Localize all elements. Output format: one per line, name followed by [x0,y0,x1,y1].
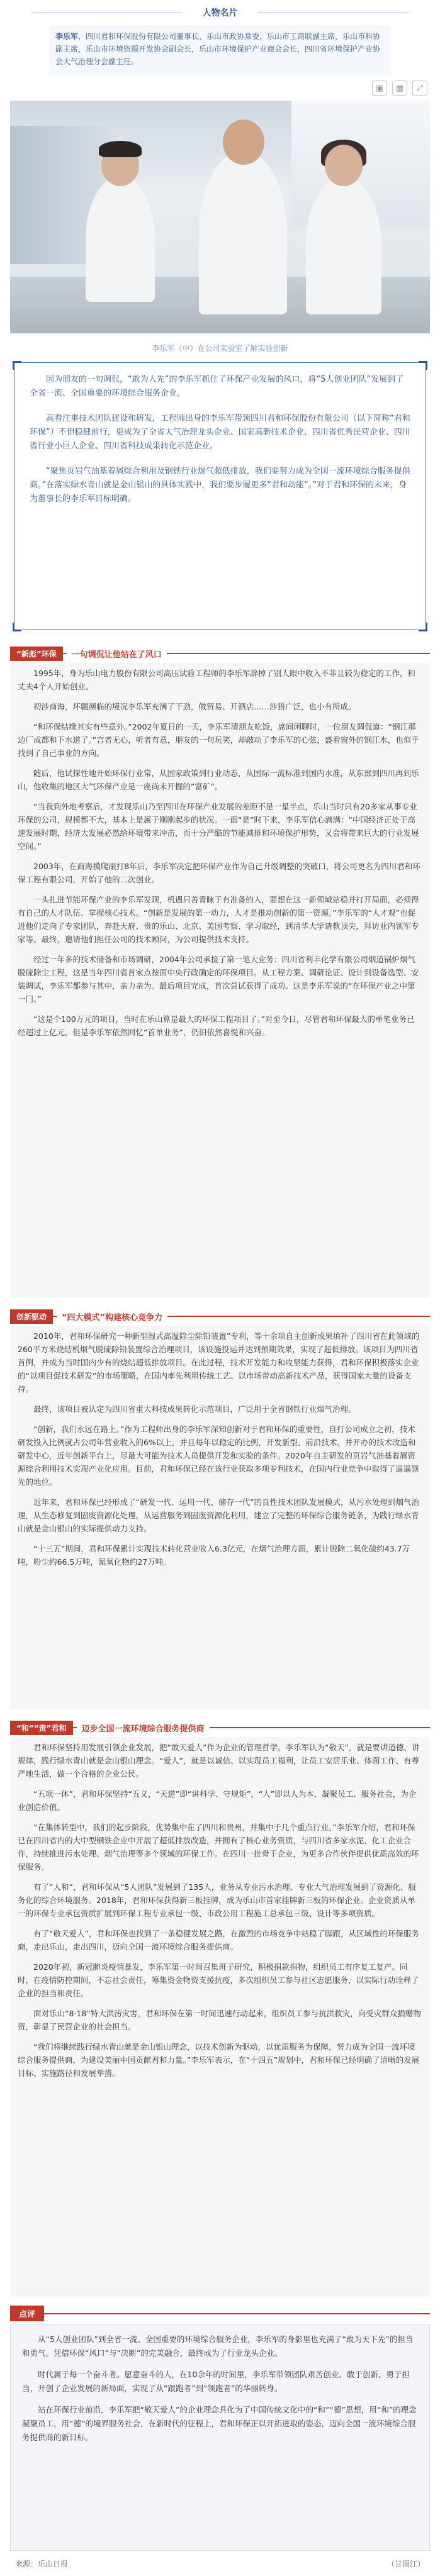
comment-paragraph: 时代属于每一个奋斗者。愿意奋斗的人，在10余年的时间里，李乐军带领团队艰苦创业、敢于创新、勇于担当，开创了企业发展的新局面，实现了从“跟跑者”到“领跑者”的华丽转身。 [22,2370,410,2393]
intro-text [14,363,426,528]
body-paragraph: 近年来，君和环保已经形成了“研发一代、运用一代、储存一代”的良性技术团队发展模式，从污水处理到烟气治理，从生态修复到固废资源化处理，从运营服务到固废资源化利用，建立了完整的环保综合服务链条，为践行绿水青山就是金山银山的实际提供动力支持。 [18,1497,419,1533]
profile-card [49,25,391,75]
lab-photo[interactable] [10,101,430,333]
body-paragraph: 1995年，身为乐山电力股份有限公司高压试验工程师的李乐军辞掉了别人眼中收入不菲且较为稳定的工作，和丈夫4个人开始创业。 [18,669,415,691]
section-3-header [0,1718,440,1737]
frame-corner [13,361,21,370]
photo-person-center [199,151,287,314]
intro-box [14,362,426,630]
section-1-subtitle: 一句调侃让他站在了风口 [67,648,167,660]
section-1-body [10,663,430,1298]
photo-person-right [306,176,381,314]
body-paragraph: 经过一年多的技术储备和市场调研，2004年公司承接了第一笔大业务：四川省利丰化学有限公司烟道锅炉烟气脱硫除尘工程，这是当年四川省首家点按面中央行政确定的环保项目。从工程方案、调研论证、设计到设备选型、安装调试，李乐军都参与其中，亲力亲为。最后项目完成，首次尝试获得了成功。这是李乐军说的“在环保产业之中第一门。” [18,955,419,1004]
section-rule [10,2313,430,2314]
body-paragraph: 最终，该项目被认定为四川省重大科技成果转化示范项目，广泛用于全省钢铁行业烟气治理。 [33,1404,356,1414]
photo-caption: 李乐军（中）在公司实验室了解实验创新 [152,343,288,353]
frame-corner [419,623,427,631]
frame-corner [13,623,21,631]
section-3-tag: “和”“责”君和 [10,1721,73,1735]
profile-heading [0,0,440,25]
photo-head-center [223,119,264,165]
body-paragraph: “十三五”期间，君和环保累计实现技术转化营业收入6.3亿元，在烟气治理方面，累计脱除二氧化硫约43.7万吨，粉尘约66.5万吨，氮氧化物约27万吨。 [18,1544,410,1567]
section-2-header [0,1307,440,1326]
section-1-tag: “新彪”环保 [10,647,63,661]
photo-toolbar [0,75,440,101]
body-paragraph: “创新，我们永远在路上。”作为工程师出身的李乐军深知创新对于君和环保的重要性，自打公司成立之初，技术研发投入比例就占公司年营业收入的6%以上，并且每年以稳定的比例，开发新型、前沿技术。并开办的技术改造和研发中心，近年创新平台上，尽最大可能为技术人员提供开发和实验的条件。2020年自主研发的页岩气油基着屑资源综合利用技术实现产业化应用。目前，君和环保已经在该行业获取多项专利技术，在国内行业竞争中取得了遥遥领先的地位。 [18,1424,419,1487]
body-paragraph: 2010年，君和环保研究一种新型湿式高温除尘除铅装置”专利，等十余项自主创新成果填补了四川省在此领域的260平方米烧结机烟气脱硫除铅装置综合治理项目，该设施投运并达到预期效果，实现了超低排放。该项目为四川省首例，并成为当时国内少有的烧结超低排放项目。在此过程，技术开发能力和攻坚能力获得，君和环保积极落实企业的“以项目促技术研发”的市场策略，在国内率先利用传统工艺、以市场带动高新技术产品，获得国家大量的设备支持。 [18,1331,420,1394]
photo-head-right [325,145,363,186]
body-paragraph: “和环保结缘其实有些意外。”2002年夏日的一天，李乐军清朋友吃饭，席间闲聊时，一位朋友调侃道：“钢江那边厂成都和下水道了。”言者无心，听者有意，朋友的一句玩笑，却敲动了李乐军的心弦，盛看窗外的钢江水，也似乎找到了自己事业的方向。 [18,722,419,758]
section-3-subtitle: 迈步全国一流环境综合服务提供商 [77,1722,210,1734]
photo-hair-left [99,141,142,157]
body-paragraph: 2003年，在商海摸爬滚打8年后，李乐军决定把环保产业作为自己升级调整的突破口，将公司更名为四川君和环保工程有限公司，开始了他的二次创业。 [18,862,420,884]
section-3-body [10,1737,430,2297]
comment-header [0,2303,440,2324]
body-paragraph: “我们将继续践行绿水青山就是金山银山理念，以技术创新为驱动，以优质服务为保障，努力成为全国一流环境综合服务提供商，为建设美丽中国贡献君和力量。”李乐军表示，在“十四五”规划中，君和环保已经明确了清晰的发展目标、实施路径和发展举措。 [18,2042,420,2078]
body-paragraph: “这是个100万元的项目，当时在乐山算是最大的环保工程项目了。”对至今日，尽管君和环保最大的单笔业务已经超过上亿元，但是李乐军依然回忆“首单业务”，仍旧依然喜悦和兴奋。 [18,1014,415,1037]
body-paragraph: 一头扎进节能环保产业的李乐军发现，机遇只善青睐于有准备的人，要想在这一新领域站稳并打开局面，必须得有自己的人才队伍、掌握核心技术。“创新是发展的第一动力，人才是推动创新的第一资源。”李乐军的“人才观”也促进他们走向了专家团队，奔赴天府、贵的乐山、北京、美国考察、学习取经，到清华大学请教顶尖，拜访业内领军专家等。最终，邀请他们担任公司的技术顾问，为公司提供技术支持。 [18,895,419,944]
body-paragraph: 面对乐山“8·18”特大洪涝灾害，君和环保在第一时间迅速行动起来，组织员工参与抗洪救灾，向受灾群众捐赠物资，彰显了民营企业的社会担当。 [18,2009,421,2031]
section-2-tag: 创新驱动 [10,1309,53,1324]
profile-text: ，四川君和环保股份有限公司董事长，乐山市政协常委，乐山市工商联副主席，乐山市科协副主席，乐山市环境资源开发协会副会长，乐山市环境保护产业商会会长，四川省环境保护产业协会大气治理分会副主任。 [55,32,381,66]
section-2-body [10,1326,430,1709]
article-footer [0,2551,440,2576]
intro-paragraph: 高看注重技术团队建设和研发，工程师出身的李乐军带领四川君和环保股份有限公司（以下简称“君和环保”）不但稳健前行，更成为了全省大气治理龙头企业、国家高新技术企业、四川省优秀民营企业、四川省行业小巨人企业、四川省科技成果转化示范企业。 [30,414,410,451]
intro-paragraph: “聚焦页岩气油基着屑综合利用及钢铁行业烟气超低排放，我们要努力成为全国一流环境综合服务提供商。”在落实绿水青山就是金山银山的具体实践中，我们要步履更多“君和动能”。”对于君和环保的未来，身为董事长的李乐军目标明确。 [30,467,410,504]
profile-name: 李乐军 [55,32,79,41]
profile-heading-label: 人物名片 [195,6,245,19]
comment-box [10,2324,430,2551]
comment-paragraph: 站在环保行业前沿，李乐军把“敬天爱人”的企业理念具化为了中国传统文化中的“和”“德”思想，用“和”的理念凝聚员工，用“德”的境界服务社会，在新时代的征程上，君和环保正以开拓进取的姿态，迈向全国一流环境综合服务提供商的新目标。 [22,2405,417,2442]
body-paragraph: 随后，他试探性地开始环保行业常，从国家政策到行业动态，从国际一流标准到国内水准，从东部到四川再到乐山，他收集的地区大气环保产业是一座尚未开掘的“富矿”。 [18,769,419,791]
body-paragraph: 有了“人和”，君和环保从“5人团队”发展到了135人，业务从专业污水治理、专业大气治理发展到了资源化、服务化的综合环境服务。2018年，君和环保获得新三板挂牌，成为乐山市首家挂牌新三板的环保企业。企业资质从单一的环保专业承包资质扩展到环保工程专业承包一级、市政公用工程施工总承包三级、设计等多项资质。 [18,1882,416,1918]
body-paragraph: “当我到外地考察后，才发现乐山乃至四川在环保产业发展的差距不是一星半点，乐山当时只有20多家从事专业环保的公司，规模都不大，基本上是属于刚刚起步的状况。一面“是”时下来，李乐军信心满满：“中国经济正处于高速发展时期，经济大发展必然给环境带来冲击，而十分严酷的节能减排和环境保护形势，又会将带来巨大的行业发展空间。” [18,802,419,851]
body-paragraph: 有了“敬天爱人”，君和环保也找到了一条稳健发展之路，在激烈的市场竞争中站稳了脚跟，从区域性的环保服务商，走出乐山，走出四川，迈向全国一流环境综合服务提供商。 [18,1929,419,1951]
comment-paragraph: 从“5人创业团队”到全省一流、全国重要的环境综合服务企业，李乐军的身影里也充满了“敢为天下先”的担当和勇气。凭借环保“风口”与“决断”的完美融合，最终成为了行业龙头企业。 [22,2334,414,2358]
body-paragraph: 2020年初，新冠肺炎疫情暴发，李乐军第一时间召集班子研究，积极捐款捐物，组织员工有序复工复产。同时，在疫情防控期间，不忘社会责任，筹集资金物资支援抗疫，多次组织员工参与社区志愿服务，以实际行动诠释了企业的担当和责任。 [18,1962,419,1998]
frame-corner [419,361,427,370]
section-rule [10,1727,430,1728]
grid-view-icon[interactable]: ▦ [392,80,407,96]
section-1-header [0,644,440,663]
section-2-subtitle: “四大模式”构建核心竞争力 [57,1311,167,1323]
fullscreen-icon[interactable]: ⤢ [412,80,427,96]
body-paragraph: 君和环保坚持用发展引领企业发展，把“敢天爱人”作为企业的管理哲学。李乐军认为“敬天”，就是要讲道德、讲规律，践行绿水青山就是金山银山理念。“爱人”，就是以诚信、以实现员工福利，让员工安居乐业、体面工作、有尊严地生活，做一个合格的企业公民。 [18,1743,420,1779]
source-label: 来源：乐山日报 [15,2559,69,2568]
intro-paragraph: 因为朋友的一句调侃，“敢为人先”的李乐军抓住了环保产业发展的风口，将“5人创业团队”发展到了全省一流、全国重要的环境综合服务企业。 [30,375,404,398]
author-label: （甘国江） [386,2559,425,2568]
photo-person-left [86,176,155,302]
comment-tag: 点评 [10,2306,44,2321]
body-paragraph: “五项一体”，君和环保坚持“五义，“天道”即“讲科学、守规矩”，“人”即以人为本，凝聚员工、服务社会，为企业创造价值。 [18,1789,417,1812]
body-paragraph: 初涉商海，坏疆濒临的境况李乐军充满了干劲，做贸易、开酒店……涉猎广泛，也小有所成。 [33,702,356,711]
body-paragraph: “在集体转型中，我们的起步阶段，优势集中在了四川和贵州，并集中于几个重点行业。”李乐军介绍，君和环保已在四川省内的大中型钢铁企业中开展了超低排放改造，并拥有了核心业务资质，与四川省多家水泥、化工企业合作，持续推进污水处理、烟气治理等多个领域的环保工作。在四川一批骨干企业，为更多合作伙伴提供优质高效的环保服务。 [18,1823,419,1872]
image-view-icon[interactable]: ▣ [372,80,387,96]
